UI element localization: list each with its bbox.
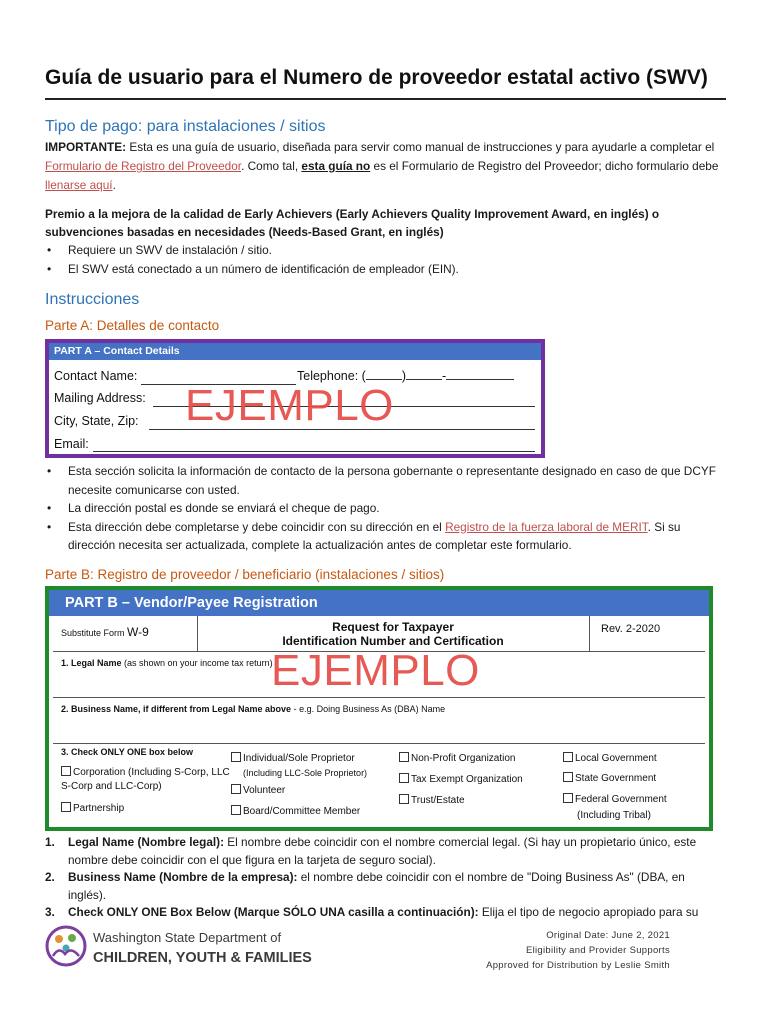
list-item — [45, 834, 725, 869]
city-state-zip-label: City, State, Zip: — [54, 414, 139, 428]
checkbox — [231, 784, 241, 794]
part-b-form-image — [45, 586, 713, 831]
option-label: Partnership — [73, 803, 125, 814]
form-row-line — [53, 743, 705, 744]
part-a-heading: Parte A: Detalles de contacto — [45, 318, 220, 333]
option-nonprofit — [399, 752, 516, 766]
part-a-form-image — [45, 339, 545, 458]
form-row-line — [53, 697, 705, 698]
checkbox — [399, 773, 409, 783]
fill-here-link[interactable]: llenarse aquí — [45, 178, 113, 192]
option-label: Non-Profit Organization — [411, 753, 516, 764]
option-board — [231, 805, 360, 819]
item-text: El nombre debe coincidir con el nombre comercial legal. (Si hay un propietario único, este nombre debe coincidir con el que figura en la tarjeta de seguro social). — [68, 835, 697, 867]
legal-name-label: 1. Legal Name — [61, 658, 122, 668]
option-label: State Government — [575, 773, 657, 784]
item-text: Elija el tipo de negocio apropiado para su — [478, 905, 699, 919]
payment-type-heading: Tipo de pago: para instalaciones / sitios — [45, 118, 326, 135]
important-text-3: es el Formulario de Registro del Proveedor; dicho formulario debe — [370, 159, 719, 173]
list-item: • Esta sección solicita la información de contacto de la persona gobernante o representante designado en caso de que DCYF necesite comunicarse con usted. — [45, 462, 725, 499]
mailing-address-label: Mailing Address: — [54, 391, 146, 405]
list-item — [45, 904, 725, 922]
request-line-1: Request for Taxpayer — [332, 620, 454, 634]
option-state-government — [563, 772, 656, 786]
important-label: IMPORTANTE: — [45, 140, 127, 154]
check-one-label: 3. Check ONLY ONE box below — [61, 747, 194, 757]
business-name-label: 2. Business Name, if different from Legal Name above — [61, 704, 292, 714]
award-title — [45, 205, 725, 241]
business-name-field-label — [61, 704, 445, 714]
item-label: Check ONLY ONE Box Below (Marque SÓLO UNA casilla a continuación): — [68, 905, 479, 919]
option-label: Local Government — [575, 753, 657, 764]
org-name-line-2: CHILDREN, YOUTH & FAMILIES — [93, 950, 312, 966]
checkbox — [399, 794, 409, 804]
request-line-2: Identification Number and Certification — [282, 634, 504, 648]
telephone-close: ) — [401, 369, 406, 383]
option-label: Tax Exempt Organization — [411, 774, 523, 785]
checkbox — [399, 752, 409, 762]
sample-watermark: EJEMPLO — [185, 381, 394, 430]
business-name-note: - e.g. Doing Business As (DBA) Name — [291, 704, 446, 714]
org-name-line-1: Washington State Department of — [93, 930, 282, 945]
vendor-form-link[interactable]: Formulario de Registro del Proveedor — [45, 159, 242, 173]
telephone-open: Telephone: ( — [297, 369, 366, 383]
important-text-2: . Como tal, — [241, 159, 302, 173]
checkbox — [61, 802, 71, 812]
part-a-bullets — [45, 462, 725, 555]
option-individual — [231, 752, 355, 766]
award-bullets — [45, 241, 725, 278]
option-label: Trust/Estate — [411, 795, 465, 806]
checkbox — [563, 772, 573, 782]
form-divider — [589, 616, 590, 651]
list-item-text: . Si su dirección necesita ser actualizada, complete la actualización antes de completar este formulario. — [68, 519, 681, 552]
option-label: Volunteer — [243, 785, 286, 796]
instructions-heading: Instrucciones — [45, 291, 140, 308]
option-individual-note: (Including LLC-Sole Proprietor) — [243, 768, 368, 778]
area-code-line — [366, 379, 402, 380]
original-date: Original Date: June 2, 2021 — [546, 930, 670, 941]
item-number: 1. — [45, 835, 55, 849]
title-divider — [45, 98, 726, 100]
checkbox — [61, 766, 71, 776]
w9-text: W-9 — [127, 625, 149, 639]
award-title-text: Premio a la mejora de la calidad de Early Achievers (Early Achievers Quality Improvement Award, en inglés) o subvenciones basadas en necesidades (Needs-Based Grant, en inglés) — [45, 207, 660, 239]
line-number-line — [446, 379, 514, 380]
important-text-4: . — [112, 178, 116, 192]
dcyf-logo-icon — [45, 924, 87, 968]
option-volunteer — [231, 784, 285, 798]
option-label: Board/Committee Member — [243, 806, 361, 817]
item-number: 3. — [45, 905, 55, 919]
option-corporation — [61, 766, 231, 794]
guide-not-bold: esta guía no — [301, 159, 371, 173]
legal-name-note: (as shown on your income tax return) — [121, 658, 273, 668]
department-unit: Eligibility and Provider Supports — [525, 945, 670, 956]
option-trust — [399, 794, 465, 808]
checkbox — [231, 805, 241, 815]
list-item-text: Esta dirección debe completarse y debe coincidir con su dirección en el — [68, 519, 446, 534]
checkbox — [231, 752, 241, 762]
list-item: • Requiere un SWV de instalación / sitio. — [45, 241, 725, 260]
form-divider — [197, 616, 198, 651]
item-number: 2. — [45, 870, 55, 884]
sample-watermark: EJEMPLO — [271, 646, 480, 695]
item-text: el nombre debe coincidir con el nombre de "Doing Business As" (DBA, en inglés). — [68, 870, 685, 902]
checkbox — [563, 752, 573, 762]
list-item: • La dirección postal es donde se enviará el cheque de pago. — [45, 499, 725, 518]
substitute-form-label — [61, 625, 149, 639]
important-text-1: Esta es una guía de usuario, diseñada para servir como manual de instrucciones y para ayudarle a completar el — [126, 140, 715, 154]
revision-label: Rev. 2-2020 — [601, 623, 661, 635]
legal-name-field-label — [61, 658, 273, 668]
option-label: Individual/Sole Proprietor — [243, 753, 355, 764]
merit-registry-link[interactable]: Registro de la fuerza laboral de MERIT — [445, 519, 648, 534]
page-title: Guía de usuario para el Numero de proveedor estatal activo (SWV) — [45, 66, 708, 89]
important-paragraph — [45, 138, 725, 195]
option-local-government — [563, 752, 657, 766]
email-label: Email: — [54, 437, 89, 451]
substitute-form-text: Substitute Form — [61, 628, 125, 638]
option-federal-government — [563, 793, 667, 807]
request-taxpayer-title — [199, 620, 587, 648]
approval-note: Approved for Distribution by Leslie Smith — [486, 960, 670, 971]
prefix-line — [406, 379, 442, 380]
part-b-form-header: PART B – Vendor/Payee Registration — [49, 590, 709, 616]
part-b-heading: Parte B: Registro de proveedor / beneficiario (instalaciones / sitios) — [45, 567, 445, 582]
list-item: • El SWV está conectado a un número de identificación de empleador (EIN). — [45, 260, 725, 279]
list-item — [45, 869, 725, 904]
telephone-dash: - — [441, 369, 447, 383]
contact-name-label: Contact Name: — [54, 369, 138, 383]
option-label: Corporation (Including S-Corp, LLC S-Corp and LLC-Corp) — [61, 767, 230, 792]
option-partnership — [61, 802, 124, 816]
part-a-form-header: PART A – Contact Details — [49, 343, 541, 360]
part-b-instructions — [45, 834, 725, 922]
option-federal-note: (Including Tribal) — [577, 810, 651, 821]
email-line — [93, 451, 535, 452]
option-label: Federal Government — [575, 794, 667, 805]
item-label: Business Name (Nombre de la empresa): — [68, 870, 298, 884]
option-tax-exempt — [399, 773, 523, 787]
item-label: Legal Name (Nombre legal): — [68, 835, 225, 849]
checkbox — [563, 793, 573, 803]
list-item — [45, 518, 725, 555]
